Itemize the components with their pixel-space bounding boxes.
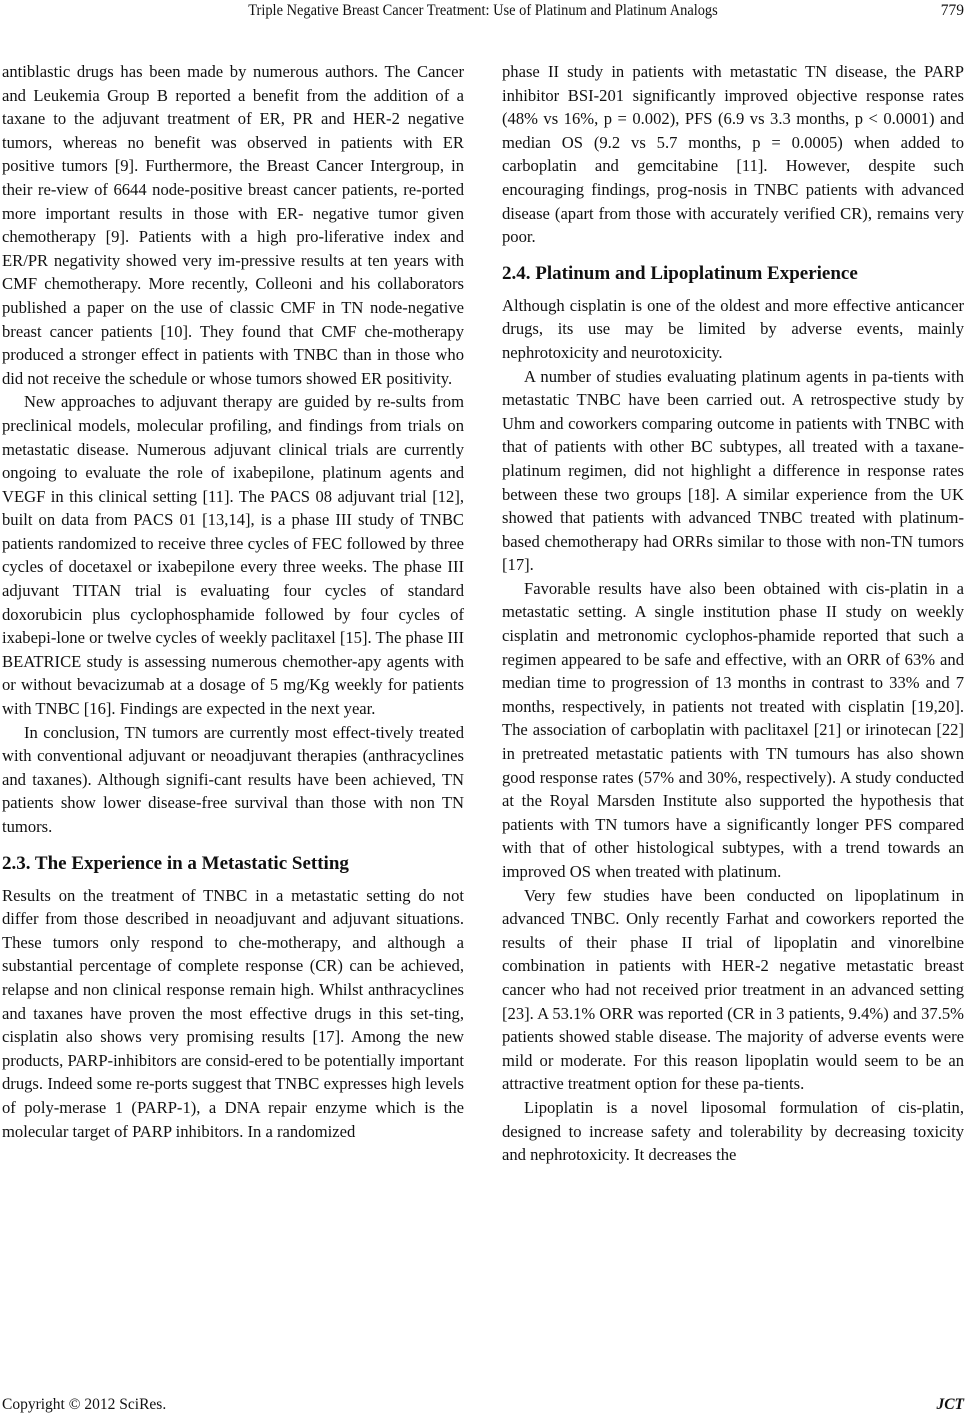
paragraph: Very few studies have been conducted on lipoplatinum in advanced TNBC. Only recently Farhat and coworkers reported the results of their phase II trial of lipoplatin and vinorelbine combination in patients with HER-2 negative metastatic breast cancer who had not received prior treatment in an advanced setting [23]. A 53.1% ORR was reported (CR in 3 patients, 9.4%) and 37.5% patients showed stable disease. The majority of adverse events were mild or moderate. For this reason lipoplatin would seem to be an attractive treatment option for these pa-tients. (502, 885, 964, 1094)
section-heading-2-3: 2.3. The Experience in a Metastatic Setting (2, 852, 349, 874)
paragraph: Results on the treatment of TNBC in a metastatic setting do not differ from those described in neoadjuvant and adjuvant situations. These tumors only respond to che-motherapy, and although a substantial percentage of complete response (CR) can be achieved, relapse and non clinical response remain high. Whilst anthracyclines and taxanes have proven the most effective drugs in this set-ting, cisplatin also shows very promising results [17]. Among the new products, PARP-inhibitors are consid-ered to be potentially important drugs. Indeed some re-ports suggest that TNBC expresses high levels of poly-merase 1 (PARP-1), a DNA repair enzyme which is the molecular target of PARP inhibitors. In a randomized (2, 885, 464, 1141)
page-footer (0, 1395, 966, 1417)
paragraph: A number of studies evaluating platinum agents in pa-tients with metastatic TNBC have been carried out. A retrospective study by Uhm and coworkers comparing outcome in patients with TNBC with that of patients with other BC subtypes, all treated with a taxane-platinum regimen, did not highlight a difference in response rates between these two groups [18]. A similar experience from the UK showed that patients with advanced TNBC treated with platinum-based chemotherapy had ORRs similar to those with non-TN tumors [17]. (502, 366, 964, 575)
running-title: Triple Negative Breast Cancer Treatment: Use of Platinum and Platinum Analogs (248, 2, 718, 19)
paragraph: Favorable results have also been obtained with cis-platin in a metastatic setting. A single institution phase II study on weekly cisplatin and metronomic cyclophos-phamide reported that such a regimen appeared to be safe and effective, with an ORR of 63% and median time to progression of 13 months in contrast to 33% and 7 months, respectively, in patients not treated with cisplatin [19,20]. The association of carboplatin with paclitaxel [21] or irinotecan [22] in pretreated metastatic patients with TN tumours has also shown good response rates (57% and 30%, respectively). A study conducted at the Royal Marsden Institute also supported the hypothesis that patients with TN tumors have a significantly longer PFS compared with that of other histological subtypes, with a trend towards an improved OS when treated with platinum. (502, 578, 964, 881)
paragraph: Lipoplatin is a novel liposomal formulation of cis-platin, designed to increase safety and tolerability by decreasing toxicity and nephrotoxicity. It decreases the (502, 1097, 964, 1165)
paragraph: Although cisplatin is one of the oldest and more effective anticancer drugs, its use may be limited by adverse events, mainly nephrotoxicity and neurotoxicity. (502, 295, 964, 362)
left-column (2, 60, 464, 1143)
section-heading-2-4: 2.4. Platinum and Lipoplatinum Experience (502, 262, 858, 284)
paragraph: phase II study in patients with metastatic TN disease, the PARP inhibitor BSI-201 significantly improved objective response rates (48% vs 16%, p = 0.002), PFS (6.9 vs 3.3 months, p < 0.0001) and median OS (9.2 vs 5.7 months, p = 0.0005) when added to carboplatin and gemcitabine [11]. However, despite such encouraging findings, prog-nosis in TNBC patients with advanced disease (apart from those with accurately verified CR), remains very poor. (502, 62, 964, 247)
journal-abbreviation: JCT (936, 1396, 964, 1413)
right-column (502, 60, 964, 1167)
copyright-notice: Copyright © 2012 SciRes. (2, 1396, 167, 1413)
running-header (0, 0, 966, 24)
paragraph: antiblastic drugs has been made by numerous authors. The Cancer and Leukemia Group B reported a benefit from the addition of a taxane to the adjuvant treatment of ER, PR and HER-2 negative tumors, whereas no benefit was observed in patients with ER positive tumors [9]. Furthermore, the Breast Cancer Intergroup, in their re-view of 6644 node-positive breast cancer patients, re-ported more important results in those with ER- negative tumor given chemotherapy [9]. Patients with a high pro-liferative index and ER/PR negativity showed very im-pressive results at ten years with CMF chemotherapy. More recently, Colleoni and his collaborators published a paper on the use of classic CMF in TN node-negative breast cancer patients [10]. They found that CMF che-motherapy produced a stronger effect in patients with TNBC than in those who did not receive the schedule or whose tumors showed ER positivity. (2, 62, 464, 388)
paragraph: In conclusion, TN tumors are currently most effect-tively treated with conventional adjuvant or neoadjuvant therapies (anthracyclines and taxanes). Although signifi-cant results have been achieved, TN patients show lower disease-free survival than those with non TN tumors. (2, 722, 464, 836)
paragraph: New approaches to adjuvant therapy are guided by re-sults from preclinical models, molecular profiling, and findings from trials on metastatic disease. Numerous adjuvant clinical trials are currently ongoing to evaluate the role of ixabepilone, platinum agents and VEGF in this clinical setting [11]. The PACS 08 adjuvant trial [12], built on data from PACS 01 [13,14], is a phase III study of TNBC patients randomized to receive three cycles of FEC followed by three cycles of docetaxel or ixabepilone every three weeks. The phase III adjuvant TITAN trial is evaluating four cycles of standard doxorubicin plus cyclophosphamide followed by four cycles of ixabepi-lone or twelve cycles of weekly paclitaxel [15]. The phase III BEATRICE study is assessing numerous chemother-apy agents with or without bevacizumab at a dosage of 5 mg/Kg weekly for patients with TNBC [16]. Findings are expected in the next year. (2, 392, 464, 719)
page-number: 779 (940, 2, 964, 19)
